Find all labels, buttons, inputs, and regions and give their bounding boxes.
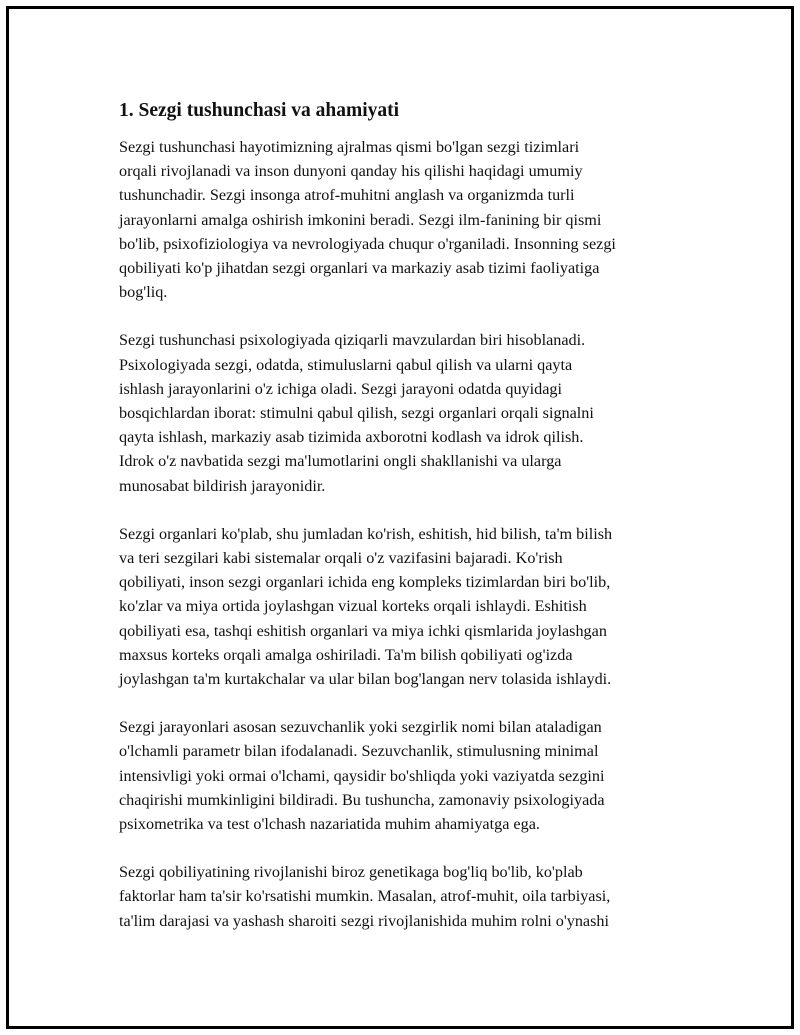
text-line: bosqichlardan iborat: stimulni qabul qilish, sezgi organlari orqali signalni: [119, 404, 594, 423]
text-line: qayta ishlash, markaziy asab tizimida axborotni kodlash va idrok qilish.: [119, 428, 584, 447]
text-line: Sezgi qobiliyatining rivojlanishi biroz genetikaga bog'liq bo'lib, ko'plab: [119, 863, 583, 882]
text-line: bog'liq.: [119, 283, 168, 302]
text-line: jarayonlarni amalga oshirish imkonini beradi. Sezgi ilm-fanining bir qismi: [119, 210, 602, 229]
text-line: ta'lim darajasi va yashash sharoiti sezgi rivojlanishida muhim rolni o'ynashi: [119, 911, 610, 930]
text-line: Sezgi organlari ko'plab, shu jumladan ko'rish, eshitish, hid bilish, ta'm bilish: [119, 524, 613, 543]
text-line: Idrok o'z navbatida sezgi ma'lumotlarini ongli shakllanishi va ularga: [119, 452, 562, 471]
document-body: [119, 98, 691, 957]
text-line: bo'lib, psixofiziologiya va nevrologiyada chuqur o'rganiladi. Insonning sezgi: [119, 234, 616, 253]
text-line: maxsus korteks orqali amalga oshiriladi. Ta'm bilish qobiliyati og'izda: [119, 645, 573, 664]
paragraph-1: [119, 135, 691, 304]
text-line: va teri sezgilari kabi sistemalar orqali o'z vazifasini bajaradi. Ko'rish: [119, 549, 563, 568]
text-line: joylashgan ta'm kurtakchalar va ular bilan bog'langan nerv tolasida ishlaydi.: [119, 670, 612, 689]
paragraph-5: [119, 860, 691, 933]
text-line: tushunchadir. Sezgi insonga atrof-muhitni anglash va organizmda turli: [119, 186, 575, 205]
text-line: Psixologiyada sezgi, odatda, stimuluslarni qabul qilish va ularni qayta: [119, 355, 573, 374]
paragraph-3: [119, 522, 691, 691]
page-frame: [6, 6, 794, 1029]
text-line: ishlash jarayonlarini o'z ichiga oladi. Sezgi jarayoni odatda quyidagi: [119, 379, 562, 398]
text-line: qobiliyati ko'p jihatdan sezgi organlari va markaziy asab tizimi faoliyatiga: [119, 259, 600, 278]
section-heading: 1. Sezgi tushunchasi va ahamiyati: [119, 100, 400, 121]
text-line: intensivligi yoki ormai o'lchami, qaysidir bo'shliqda yoki vaziyatda sezgini: [119, 766, 605, 785]
text-line: o'lchamli parametr bilan ifodalanadi. Sezuvchanlik, stimulusning minimal: [119, 742, 599, 761]
text-line: Sezgi jarayonlari asosan sezuvchanlik yoki sezgirlik nomi bilan ataladigan: [119, 718, 602, 737]
text-line: orqali rivojlanadi va inson dunyoni qanday his qilishi haqidagi umumiy: [119, 162, 583, 181]
text-line: qobiliyati esa, tashqi eshitish organlari va miya ichki qismlarida joylashgan: [119, 621, 607, 640]
text-line: Sezgi tushunchasi hayotimizning ajralmas qismi bo'lgan sezgi tizimlari: [119, 138, 580, 156]
text-line: faktorlar ham ta'sir ko'rsatishi mumkin. Masalan, atrof-muhit, oila tarbiyasi,: [119, 887, 611, 906]
text-line: qobiliyati, inson sezgi organlari ichida eng kompleks tizimlardan biri bo'lib,: [119, 573, 611, 592]
text-line: ko'zlar va miya ortida joylashgan vizual korteks orqali ishlaydi. Eshitish: [119, 597, 587, 616]
text-line: psixometrika va test o'lchash nazariatida muhim ahamiyatga ega.: [119, 815, 540, 834]
text-line: munosabat bildirish jarayonidir.: [119, 476, 326, 495]
text-line: chaqirishi mumkinligini bildiradi. Bu tushuncha, zamonaviy psixologiyada: [119, 790, 605, 809]
text-line: Sezgi tushunchasi psixologiyada qiziqarli mavzulardan biri hisoblanadi.: [119, 331, 586, 350]
paragraph-2: [119, 328, 691, 497]
paragraph-4: [119, 715, 691, 836]
